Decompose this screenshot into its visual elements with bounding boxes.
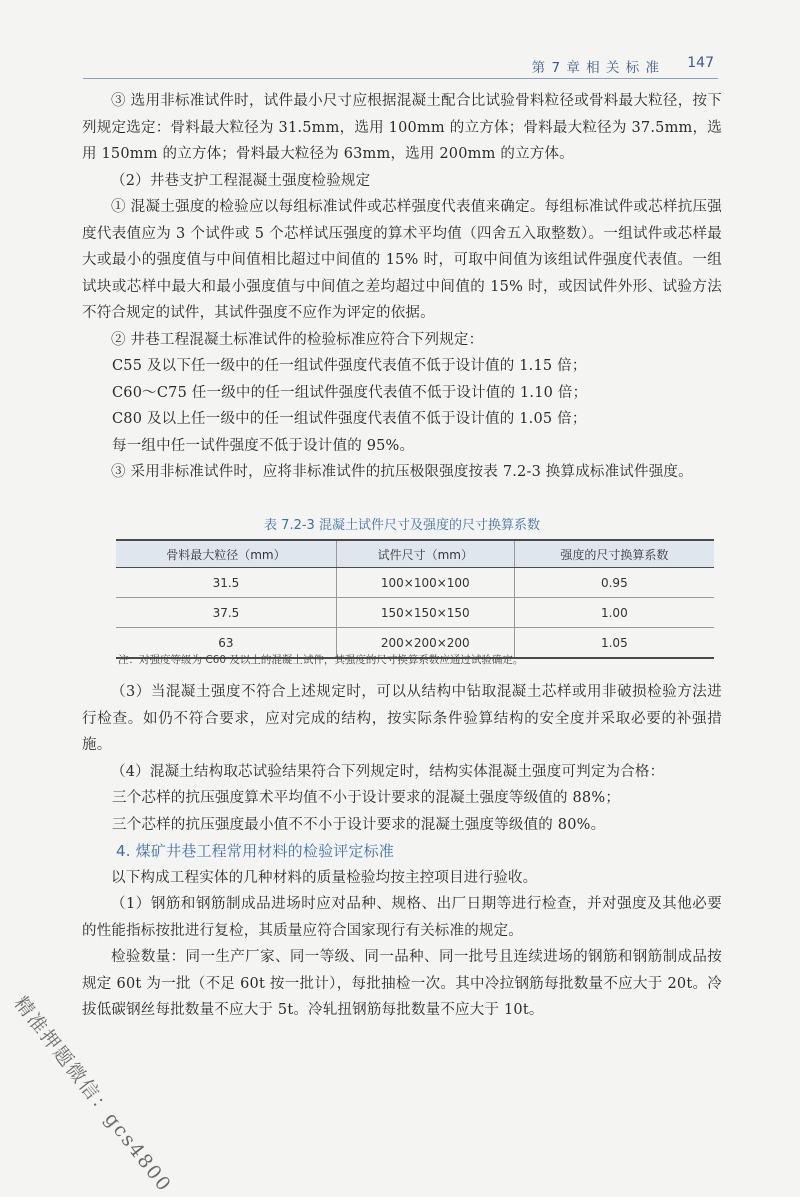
paragraph: （4）混凝土结构取芯试验结果符合下列规定时，结构实体混凝土强度可判定为合格： <box>111 763 665 780</box>
table-row <box>116 598 714 628</box>
column-header: 强度的尺寸换算系数 <box>514 540 714 568</box>
paragraph: （3）当混凝土强度不符合上述规定时，可以从结构中钻取混凝土芯样或用非破损检验方法进行检查。如仍不符合要求，应对完成的结构，按实际条件验算结构的安全度并采取必要的补强措施。 <box>82 684 722 753</box>
page-header <box>83 52 718 79</box>
watermark: 精准押题微信：gcs4800 <box>9 992 176 1197</box>
list-item: 三个芯样的抗压强度算术平均值不小于设计要求的混凝土强度等级值的 88%； <box>112 790 621 806</box>
page-number: 147 <box>687 55 714 71</box>
list-item: 三个芯样的抗压强度最小值不不小于设计要求的混凝土强度等级值的 80%。 <box>112 816 606 833</box>
table-cell: 150×150×150 <box>336 598 514 628</box>
paragraph: ③ 选用非标准试件时，试件最小尺寸应根据混凝土配合比试验骨料粒径或骨料最大粒径，按下列规定选定：骨料最大粒径为 31.5mm，选用 100mm 的立方体；骨料最大粒径为 37.5mm，选用 150mm 的立方体；骨料最大粒径为 63mm，选用 200mm 的立方体。 <box>82 93 722 162</box>
paragraph: （1）钢筋和钢筋制成品进场时应对品种、规格、出厂日期等进行检查，并对强度及其他必要的性能指标按批进行复检，其质量应符合国家现行有关标准的规定。 <box>82 896 722 939</box>
column-header: 试件尺寸（mm） <box>336 540 514 568</box>
table-cell: 1.00 <box>514 598 714 628</box>
table-cell: 100×100×100 <box>336 568 514 598</box>
table-row <box>116 568 714 598</box>
list-item: 每一组中任一试件强度不低于设计值的 95%。 <box>112 437 415 454</box>
conversion-table <box>116 539 714 659</box>
paragraph: ③ 采用非标准试件时，应将非标准试件的抗压极限强度按表 7.2-3 换算成标准试件强度。 <box>111 464 693 480</box>
list-item: C60～C75 任一级中的任一组试件强度代表值不低于设计值的 1.10 倍； <box>112 384 588 401</box>
table-title: 表 7.2-3 混凝土试件尺寸及强度的尺寸换算系数 <box>264 518 540 533</box>
paragraph: 以下构成工程实体的几种材料的质量检验均按主控项目进行验收。 <box>111 869 538 886</box>
body-text-bottom <box>82 679 722 1024</box>
table-header-row <box>116 540 714 568</box>
table-cell: 37.5 <box>116 598 336 628</box>
column-header: 骨料最大粒径（mm） <box>116 540 336 568</box>
table-cell: 63 <box>116 628 336 659</box>
list-item: C55 及以下任一级中的任一组试件强度代表值不低于设计值的 1.15 倍； <box>112 358 587 374</box>
paragraph: ① 混凝土强度的检验应以每组标准试件或芯样强度代表值来确定。每组标准试件或芯样抗压强度代表值应为 3 个试件或 5 个芯样试压强度的算术平均值（四舍五入取整数）。一组试件或芯样最大或最小的强度值与中间值相比超过中间值的 15% 时，可取中间值为该组试件强度代表值。一组试块或芯样中最大和最小强度值与中间值之差均超过中间值的 15% 时，或因试件外形、试验方法不符合规定的试件，其试件强度不应作为评定的依据。 <box>82 199 722 321</box>
table-note: 注：对强度等级为 C60 及以上的混凝土试件，其强度的尺寸换算系数应通过试验确定。 <box>118 654 524 666</box>
paragraph: 检验数量：同一生产厂家、同一等级、同一品种、同一批号且连续进场的钢筋和钢筋制成品按规定 60t 为一批（不足 60t 按一批计），每批抽检一次。其中冷拉钢筋每批数量不应大于 20t。冷拔低碳钢丝每批数量不应大于 5t。冷轧扭钢筋每批数量不应大于 10t。 <box>82 949 722 1018</box>
table-cell: 1.05 <box>514 628 714 659</box>
paragraph: （2）井巷支护工程混凝土强度检验规定 <box>111 172 371 189</box>
table-cell: 31.5 <box>116 568 336 598</box>
paragraph: ② 井巷工程混凝土标准试件的检验标准应符合下列规定： <box>111 331 484 348</box>
section-heading: 4. 煤矿井巷工程常用材料的检验评定标准 <box>116 842 395 860</box>
table-cell: 200×200×200 <box>336 628 514 659</box>
body-text-top <box>82 88 722 486</box>
table-cell: 0.95 <box>514 568 714 598</box>
list-item: C80 及以上任一级中的任一组试件强度代表值不低于设计值的 1.05 倍； <box>112 411 587 427</box>
chapter-title: 第 7 章 相 关 标 准 <box>531 60 660 76</box>
